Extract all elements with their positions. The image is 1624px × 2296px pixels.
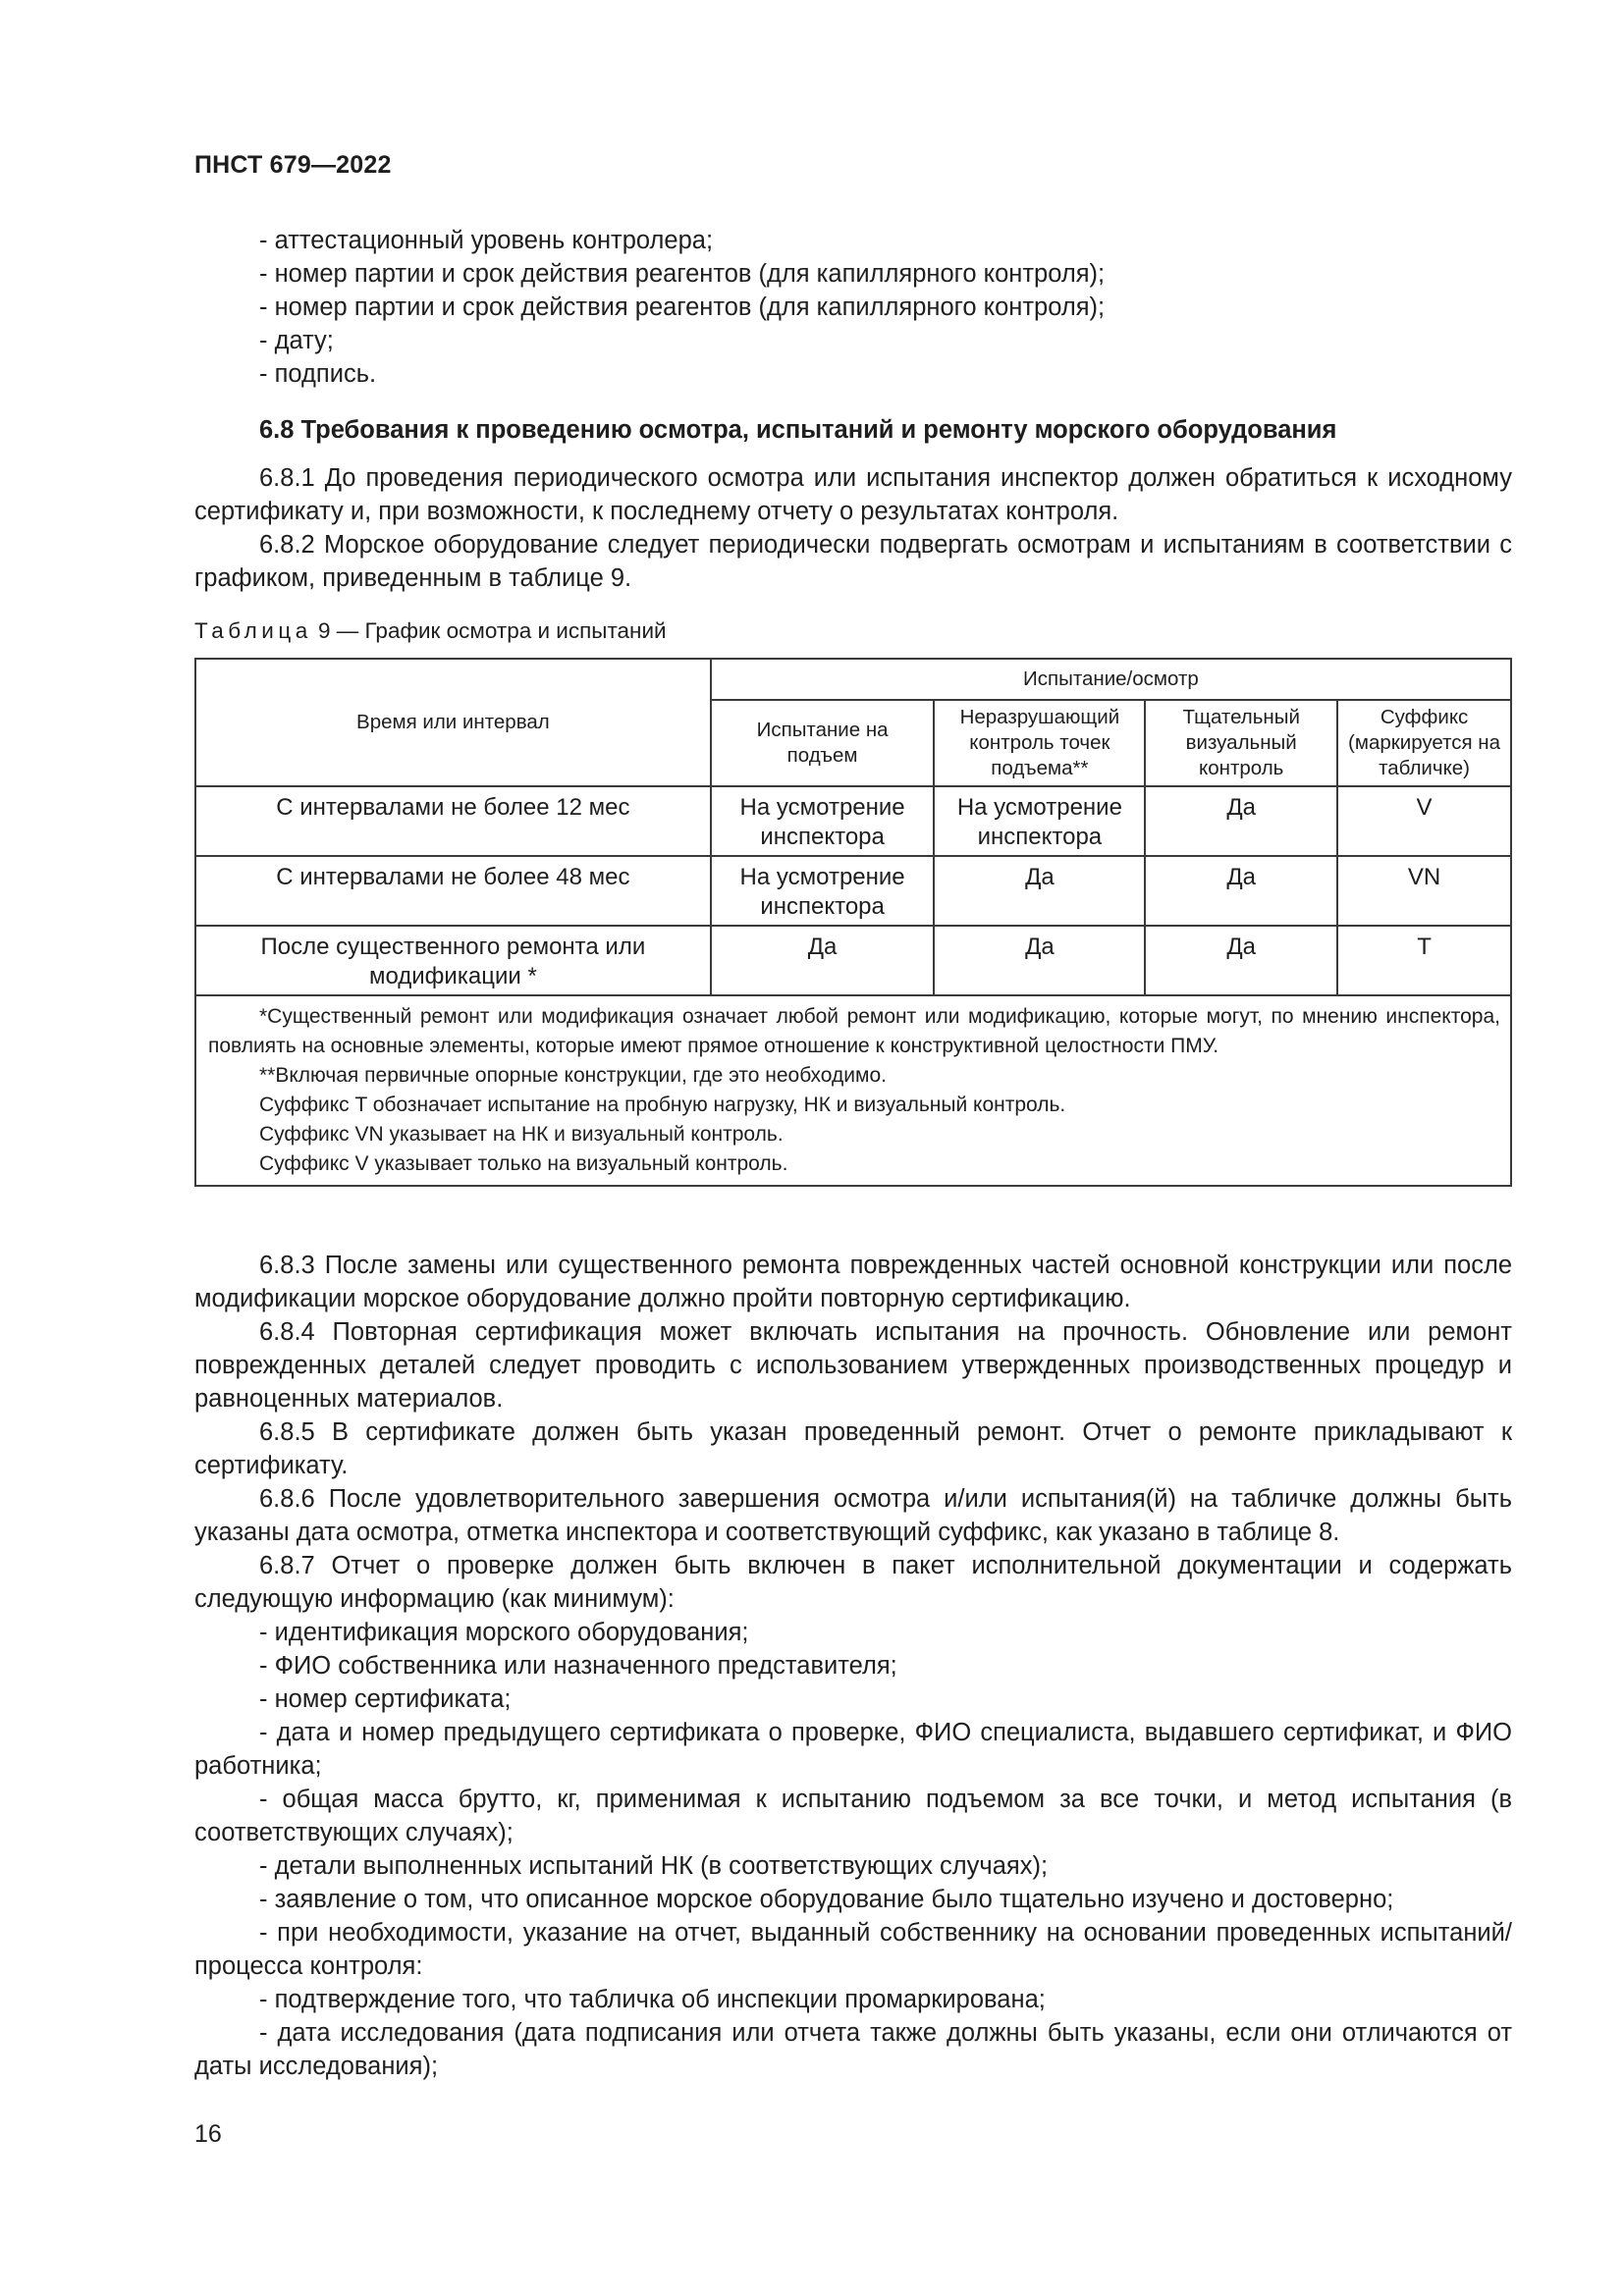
table-cell: После существенного ремонта или модификации * (195, 926, 711, 995)
paragraph-6-8-5: 6.8.5 В сертификате должен быть указан проведенный ремонт. Отчет о ремонте прикладывают к сертификату. (194, 1418, 1512, 1479)
paragraph-6-8-4: 6.8.4 Повторная сертификация может включать испытания на прочность. Обновление или ремонт поврежденных деталей следует проводить с использованием утвержденных производственных процедур и равноценных материалов. (194, 1318, 1512, 1413)
col-header: Неразрушающий контроль точек подъема** (934, 700, 1145, 786)
table-cell: Да (934, 926, 1145, 995)
list-item: - дата исследования (дата подписания или отчета также должны быть указаны, если они отличаются от даты исследования); (194, 2019, 1512, 2080)
table-row (195, 926, 1511, 995)
table-note: **Включая первичные опорные конструкции, где это необходимо. (259, 1064, 887, 1087)
table-row (195, 856, 1511, 926)
list-item: - дату; (259, 327, 334, 354)
table-cell: С интервалами не более 12 мес (195, 786, 711, 856)
col-header: Тщательный визуальный контроль (1145, 700, 1337, 786)
table-cell: Да (711, 926, 935, 995)
list-item: - номер партии и срок действия реагентов (для капиллярного контроля); (259, 260, 1106, 288)
paragraph-6-8-1: 6.8.1 До проведения периодического осмотра или испытания инспектор должен обратиться к исходному сертификату и, при возможности, к последнему отчету о результатах контроля. (194, 464, 1512, 525)
table-note: *Существенный ремонт или модификация означает любой ремонт или модификацию, которые могут, по мнению инспектора, повлиять на основные элементы, которые имеют прямое отношение к конструктивной целостности ПМУ. (208, 1005, 1500, 1057)
table-row (195, 786, 1511, 856)
table-note: Суффикс VN указывает на НК и визуальный контроль. (259, 1123, 784, 1146)
paragraph-6-8-2: 6.8.2 Морское оборудование следует периодически подвергать осмотрам и испытаниям в соответствии с графиком, приведенным в таблице 9. (194, 531, 1512, 592)
attributes-list (194, 224, 1512, 391)
page-number: 16 (194, 2120, 222, 2148)
paragraph-6-8-6: 6.8.6 После удовлетворительного завершения осмотра и/или испытания(й) на табличке должны быть указаны дата осмотра, отметка инспектора и соответствующий суффикс, как указано в таблице 8. (194, 1485, 1512, 1546)
table-caption-text: 9 — График осмотра и испытаний (318, 618, 667, 643)
table-cell: На усмотрение инспектора (711, 856, 935, 926)
intro-paragraphs (194, 461, 1512, 595)
inspection-schedule-table (194, 658, 1512, 1187)
list-item: - общая масса брутто, кг, применимая к испытанию подъемом за все точки, и метод испытания (в соответствующих случаях); (194, 1786, 1512, 1846)
table-cell: V (1337, 786, 1511, 856)
col-header: Испытание на подъем (711, 700, 935, 786)
table-caption (194, 618, 667, 644)
list-item: - номер партии и срок действия реагентов (для капиллярного контроля); (259, 294, 1106, 321)
list-item: - аттестационный уровень контролера; (259, 227, 714, 254)
list-item: - идентификация морского оборудования; (259, 1619, 749, 1646)
paragraph-6-8-3: 6.8.3 После замены или существенного ремонта поврежденных частей основной конструкции или после модификации морское оборудование должно пройти повторную сертификацию. (194, 1252, 1512, 1312)
table-cell: VN (1337, 856, 1511, 926)
list-item: - подтверждение того, что табличка об инспекции промаркирована; (259, 1986, 1046, 2013)
col-header: Суффикс (маркируется на табличке) (1337, 700, 1511, 786)
table-cell: Да (1145, 926, 1337, 995)
list-item: - дата и номер предыдущего сертификата о проверке, ФИО специалиста, выдавшего сертификат, и ФИО работника; (194, 1719, 1512, 1780)
list-item: - детали выполненных испытаний НК (в соответствующих случаях); (259, 1852, 1049, 1880)
list-item: - при необходимости, указание на отчет, выданный собственнику на основании проведенных испытаний/процесса контроля: (194, 1919, 1512, 1980)
table-cell: С интервалами не более 48 мес (195, 856, 711, 926)
table-cell: Да (1145, 856, 1337, 926)
table-notes (195, 995, 1511, 1186)
table-cell: Да (1145, 786, 1337, 856)
group-header: Испытание/осмотр (711, 659, 1511, 700)
table-cell: На усмотрение инспектора (934, 786, 1145, 856)
list-item: - номер сертификата; (259, 1685, 512, 1713)
table-note: Суффикс V указывает только на визуальный контроль. (259, 1152, 788, 1175)
table-cell: На усмотрение инспектора (711, 786, 935, 856)
list-item: - заявление о том, что описанное морское оборудование было тщательно изучено и достоверно; (259, 1886, 1394, 1913)
list-item: - подпись. (259, 360, 377, 388)
row-header: Время или интервал (195, 659, 711, 786)
table-cell: T (1337, 926, 1511, 995)
document-header: ПНСТ 679—2022 (194, 151, 392, 179)
paragraph-6-8-7: 6.8.7 Отчет о проверке должен быть включен в пакет исполнительной документации и содержать следующую информацию (как минимум): (194, 1552, 1512, 1613)
section-heading: 6.8 Требования к проведению осмотра, испытаний и ремонту морского оборудования (259, 416, 1337, 444)
table-cell: Да (934, 856, 1145, 926)
list-item: - ФИО собственника или назначенного представителя; (259, 1652, 897, 1680)
table-note: Суффикс T обозначает испытание на пробную нагрузку, НК и визуальный контроль. (259, 1094, 1066, 1116)
body-paragraphs (194, 1249, 1512, 2083)
table-caption-label: Таблица (194, 618, 312, 643)
